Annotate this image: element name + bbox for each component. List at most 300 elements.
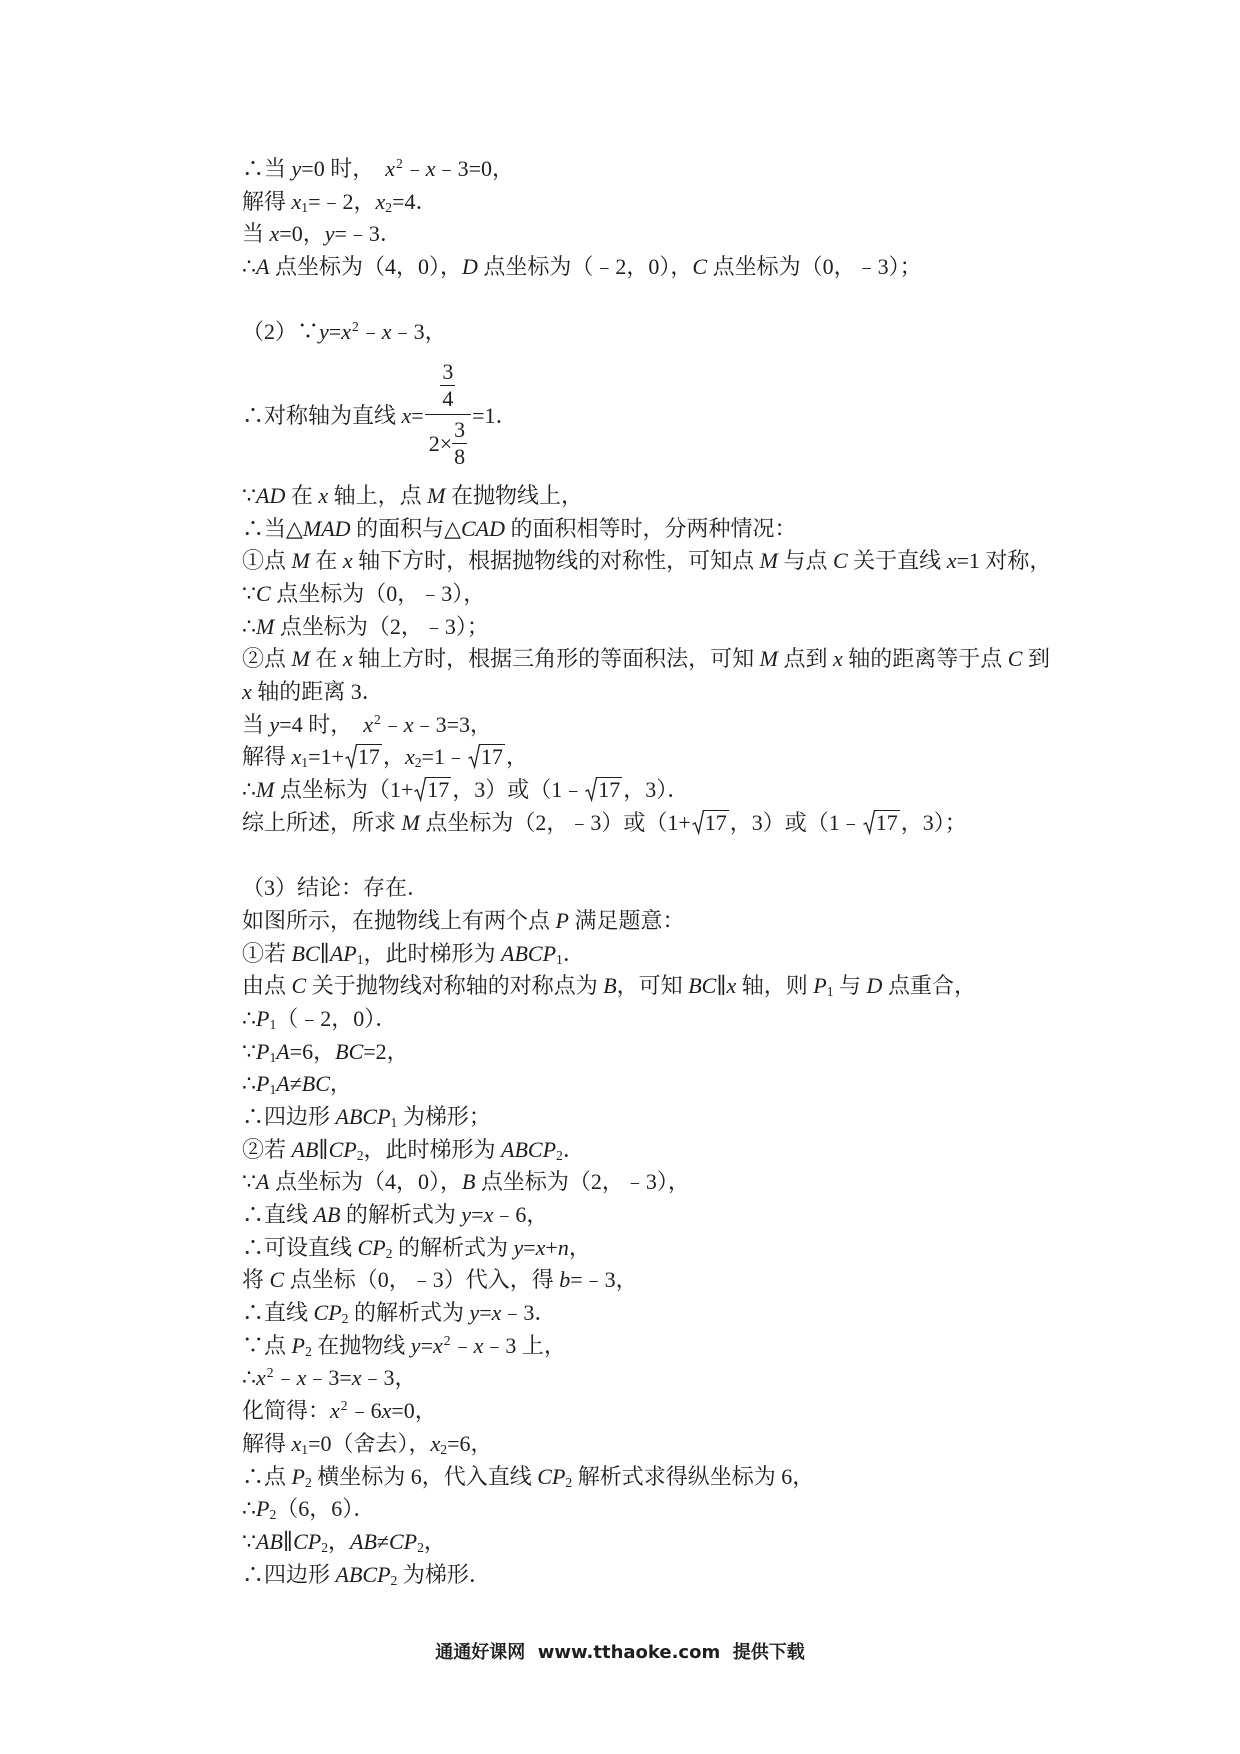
axis-of-symmetry-line — [242, 349, 1182, 480]
radical-sign-icon — [414, 777, 426, 801]
text-run: ≠ — [289, 1071, 302, 1097]
math-variable: AB — [313, 1202, 341, 1228]
text-run: ∥ — [319, 940, 330, 966]
text-run: ﹣3=3， — [413, 711, 492, 737]
text-run: ，3）或（1﹣ — [452, 777, 585, 803]
text-run: 解析式求得纵坐标为 6， — [572, 1463, 815, 1489]
subscript: 2 — [356, 1147, 364, 1163]
text-line — [242, 709, 1182, 742]
text-line — [242, 1493, 1182, 1526]
radical-sign-icon — [692, 810, 704, 834]
text-run: ﹣3， — [361, 1365, 417, 1391]
math-variable: P — [256, 1005, 270, 1031]
text-run: 满足题意： — [568, 907, 685, 933]
text-run: ﹣ — [274, 1365, 297, 1391]
text-run: 在 — [309, 548, 343, 574]
math-variable: x — [291, 1430, 302, 1456]
subscript: 1 — [301, 755, 309, 771]
text-line — [242, 218, 1182, 251]
square-root — [863, 810, 900, 834]
text-run: ∵ — [242, 580, 256, 606]
text-run: =6， — [289, 1038, 336, 1064]
part-2-intro — [242, 316, 1182, 349]
math-variable: y — [291, 156, 302, 181]
text-run: ∴四边形 — [242, 1561, 336, 1587]
text-run: 解得 — [242, 744, 292, 770]
text-run: 点坐标为（0，﹣3）； — [707, 254, 922, 280]
math-variable: B — [603, 973, 617, 999]
square-root — [585, 777, 622, 801]
text-run: =0（舍去）， — [308, 1430, 431, 1456]
math-variable: C — [256, 580, 271, 606]
numerator-fraction — [440, 360, 455, 411]
text-run: ∵ — [242, 482, 256, 508]
math-variable: CP — [293, 1528, 322, 1554]
text-run: 到 — [1022, 646, 1050, 672]
text-run: ∴直线 — [242, 1300, 314, 1326]
text-run: ， — [329, 1071, 352, 1097]
numerator-fraction-bottom: 4 — [442, 386, 454, 412]
text-run: ①若 — [242, 940, 292, 966]
radicand: 17 — [480, 744, 503, 770]
text-run: 轴下方时，根据抛物线的对称性，可知点 — [352, 548, 760, 574]
text-run: ，3）或（1﹣ — [729, 809, 862, 835]
text-run: ． — [562, 1136, 585, 1162]
math-variable: x — [483, 1202, 494, 1228]
math-variable: CP — [357, 1234, 386, 1260]
text-run: ， — [423, 1528, 446, 1554]
text-line — [242, 1330, 1182, 1363]
part-2-section — [242, 316, 1182, 839]
math-variable: x — [535, 1234, 546, 1260]
text-run: 与 — [833, 973, 867, 999]
denominator-fraction — [452, 418, 467, 469]
math-variable: x — [381, 1398, 392, 1424]
text-line — [242, 1395, 1182, 1428]
text-run: ﹣3， — [391, 319, 447, 345]
text-line — [242, 251, 1182, 284]
square-root — [414, 777, 451, 801]
math-variable: P — [291, 1463, 305, 1489]
part-1-section — [242, 153, 1182, 284]
text-run: =4 时， — [279, 711, 364, 737]
text-line — [242, 1134, 1182, 1167]
text-line — [242, 1297, 1182, 1330]
numerator-fraction-top: 3 — [442, 359, 454, 385]
text-run: 当 — [242, 711, 270, 737]
text-run: =0 时， — [301, 156, 386, 181]
text-run: = — [328, 319, 342, 345]
text-run: ∴ — [242, 1496, 256, 1522]
text-run: =0， — [279, 221, 325, 247]
math-variable: C — [692, 254, 708, 280]
math-variable: CP — [313, 1300, 342, 1326]
math-variable: C — [291, 973, 307, 999]
subscript: 2 — [341, 1311, 349, 1327]
text-run: ． — [562, 940, 585, 966]
subscript: 2 — [269, 1507, 277, 1523]
superscript: 2 — [340, 1398, 348, 1413]
text-run: ﹣ — [359, 319, 382, 345]
radicand: 17 — [704, 809, 727, 835]
text-run: = — [523, 1234, 536, 1260]
text-line — [242, 872, 1182, 905]
text-line — [242, 1526, 1182, 1559]
math-variable: x — [242, 679, 252, 705]
text-run: =﹣3． — [334, 221, 402, 247]
text-run: =﹣3， — [570, 1267, 638, 1293]
text-run: 的面积与△ — [350, 515, 461, 541]
math-variable: BC — [291, 940, 320, 966]
text-run: ∥ — [716, 973, 727, 999]
math-variable: y — [319, 319, 329, 345]
math-variable: x — [341, 319, 351, 345]
math-variable: AB — [291, 1136, 319, 1162]
text-line — [242, 480, 1182, 513]
math-variable: M — [759, 646, 778, 672]
text-run: 化简得： — [242, 1398, 331, 1424]
text-run: ， — [568, 1234, 591, 1260]
math-variable: x — [363, 711, 373, 737]
math-variable: M — [427, 482, 446, 508]
math-variable: A — [276, 1038, 290, 1064]
math-variable: y — [324, 221, 335, 247]
text-run: （6，6）． — [276, 1496, 376, 1522]
text-run: 在 — [309, 646, 343, 672]
text-line — [242, 1362, 1182, 1395]
square-root — [345, 744, 382, 768]
subscript: 1 — [556, 951, 563, 967]
superscript: 2 — [351, 319, 359, 335]
math-variable: y — [513, 1234, 524, 1260]
text-run: 当 — [242, 221, 270, 247]
denominator-fraction-bottom: 8 — [454, 444, 466, 470]
math-variable: B — [461, 1169, 476, 1195]
subscript: 2 — [304, 1343, 312, 1359]
text-run: 解得 — [242, 1430, 292, 1456]
subscript: 2 — [321, 1539, 328, 1555]
text-run: ∴点 — [242, 1463, 292, 1489]
text-run: 点坐标为（4，0）， — [269, 1169, 462, 1195]
text-run: = — [411, 403, 424, 429]
text-run: 综上所述，所求 — [242, 809, 402, 835]
math-variable: P — [256, 1038, 270, 1064]
text-run: 解得 — [242, 188, 292, 214]
axis-suffix: =1． — [472, 403, 518, 429]
math-variable: y — [461, 1202, 472, 1228]
text-line — [242, 905, 1182, 938]
text-line — [242, 1264, 1182, 1297]
math-variable: x — [291, 188, 302, 214]
math-variable: y — [269, 711, 280, 737]
text-run: 在 — [285, 482, 319, 508]
radical-sign-icon — [585, 777, 597, 801]
math-variable: MAD — [302, 515, 351, 541]
math-variable: BC — [688, 973, 717, 999]
text-run: 的解析式为 — [348, 1300, 470, 1326]
text-line — [242, 970, 1182, 1003]
text-run: 如图所示，在抛物线上有两个点 — [242, 907, 556, 933]
text-line — [242, 1199, 1182, 1232]
math-variable: x — [403, 711, 414, 737]
subscript: 2 — [385, 199, 393, 215]
text-run: ， — [328, 1528, 351, 1554]
math-variable: x — [375, 188, 386, 214]
text-run: 点坐标为（4，0）， — [269, 254, 462, 280]
axis-prefix — [242, 399, 424, 430]
text-run: ﹣6 — [348, 1398, 382, 1424]
subscript: 2 — [565, 1474, 573, 1490]
text-run: （2）∵ — [242, 319, 320, 345]
text-line — [242, 513, 1182, 546]
text-line — [242, 1036, 1182, 1069]
radicand: 17 — [598, 777, 621, 803]
math-variable: ABCP — [501, 1136, 557, 1162]
text-run: ①点 — [242, 548, 292, 574]
subscript: 2 — [385, 1245, 393, 1261]
radicand: 17 — [427, 777, 450, 803]
subscript: 2 — [414, 755, 422, 771]
text-run: （﹣2，0）． — [276, 1005, 398, 1031]
denominator-factor: 2× — [428, 430, 453, 456]
text-run: 的解析式为 — [340, 1202, 462, 1228]
text-run: ∴四边形 — [242, 1103, 336, 1129]
text-run: ∴ — [242, 1005, 256, 1031]
text-run: 点坐标为（1+ — [274, 777, 414, 803]
text-run: 点坐标为（﹣2，0）， — [477, 254, 693, 280]
text-run: = — [471, 1202, 484, 1228]
part-2-lines — [242, 480, 1182, 840]
fraction-denominator — [425, 415, 471, 469]
text-run: 轴，则 — [736, 973, 814, 999]
subscript: 2 — [390, 1572, 398, 1588]
math-variable: x — [425, 156, 436, 181]
math-variable: A — [256, 1169, 270, 1195]
text-run: ∥ — [318, 1136, 329, 1162]
text-line — [242, 1461, 1182, 1494]
math-variable: x — [342, 646, 353, 672]
text-run: 轴的距离等于点 — [842, 646, 1008, 672]
text-run: 轴的距离 3． — [251, 679, 384, 705]
math-variable: CP — [537, 1463, 566, 1489]
subscript: 1 — [390, 1114, 398, 1130]
text-run: =6， — [447, 1430, 493, 1456]
text-run: ∵ — [242, 1528, 256, 1554]
text-run: 与点 — [777, 548, 833, 574]
math-variable: CAD — [461, 515, 505, 541]
math-variable: x — [342, 548, 353, 574]
text-run: ﹣ — [403, 156, 426, 181]
math-variable: x — [832, 646, 843, 672]
fraction-numerator — [425, 360, 471, 415]
radical-sign-icon — [468, 744, 480, 768]
math-variable: x — [269, 221, 280, 247]
text-run: ≠ — [376, 1528, 389, 1554]
subscript: 2 — [417, 1539, 424, 1555]
text-run: ∴直线 — [242, 1202, 314, 1228]
text-run: 轴上，点 — [328, 482, 428, 508]
axis-fraction — [425, 360, 471, 469]
text-run: =1+ — [308, 744, 344, 770]
text-run: 为梯形． — [397, 1561, 491, 1587]
text-run: =2， — [363, 1038, 409, 1064]
superscript: 2 — [443, 1332, 451, 1348]
math-variable: BC — [335, 1038, 364, 1064]
subscript: 1 — [301, 199, 309, 215]
subscript: 2 — [440, 1441, 448, 1457]
text-line — [242, 578, 1182, 611]
math-variable: ABCP — [335, 1103, 391, 1129]
text-run: 为梯形； — [397, 1103, 491, 1129]
text-run: ，3）； — [900, 809, 967, 835]
text-line — [242, 545, 1182, 578]
math-variable: x — [385, 156, 395, 181]
footer-credit: 通通好课网 www.tthaoke.com 提供下载 — [435, 1642, 805, 1663]
math-variable: P — [555, 907, 569, 933]
subscript: 1 — [301, 1441, 309, 1457]
text-line — [242, 1559, 1182, 1592]
math-variable: CP — [388, 1528, 418, 1554]
text-run: ﹣3= — [306, 1365, 352, 1391]
math-variable: P — [256, 1496, 270, 1522]
subscript: 1 — [826, 984, 834, 1000]
text-run: 关于直线 — [847, 548, 947, 574]
math-variable: AD — [256, 482, 286, 508]
text-line — [242, 1101, 1182, 1134]
math-variable: M — [291, 646, 310, 672]
math-variable: P — [256, 1071, 270, 1097]
text-line — [242, 1232, 1182, 1265]
math-variable: CP — [328, 1136, 357, 1162]
square-root — [468, 744, 505, 768]
text-run: ∴当△ — [242, 515, 303, 541]
text-run: （3）结论：存在． — [242, 875, 430, 901]
math-variable: y — [469, 1300, 480, 1326]
text-run: ∵点 — [242, 1332, 292, 1358]
text-run: ∴ — [242, 613, 256, 639]
subscript: 1 — [269, 1016, 277, 1032]
text-run: 点重合， — [882, 973, 976, 999]
text-run: ∴当 — [242, 156, 292, 181]
text-run: 轴上方时，根据三角形的等面积法，可知 — [352, 646, 760, 672]
text-run: 在抛物线上， — [445, 482, 583, 508]
math-variable: AB — [256, 1528, 283, 1554]
subscript: 1 — [356, 951, 364, 967]
text-run: ﹣ — [451, 1332, 474, 1358]
superscript: 2 — [373, 711, 381, 727]
math-variable: P — [291, 1332, 305, 1358]
text-run: ②若 — [242, 1136, 292, 1162]
text-run: =﹣2， — [308, 188, 376, 214]
math-variable: C — [269, 1267, 285, 1293]
text-run: 点坐标（0，﹣3）代入，得 — [284, 1267, 560, 1293]
math-variable: x — [432, 1332, 443, 1358]
math-variable: AP — [329, 940, 357, 966]
text-line — [242, 1003, 1182, 1036]
math-variable: b — [559, 1267, 571, 1293]
text-run: ∴ — [242, 254, 256, 280]
subscript: 2 — [556, 1147, 563, 1163]
text-run: ，可知 — [616, 973, 689, 999]
math-variable: A — [276, 1071, 290, 1097]
text-run: ∵ — [242, 1169, 256, 1195]
radicand: 17 — [875, 809, 898, 835]
text-line — [242, 316, 1182, 349]
text-run: 点到 — [777, 646, 833, 672]
math-variable: x — [256, 1365, 266, 1391]
text-run: ，3）． — [623, 777, 690, 803]
math-variable: C — [1007, 646, 1023, 672]
text-run: =0， — [391, 1398, 437, 1424]
text-run: ，此时梯形为 — [363, 1136, 502, 1162]
math-variable: x — [291, 744, 302, 770]
text-run: ﹣3 上， — [483, 1332, 566, 1358]
text-run: 点坐标为（2，﹣3）或（1+ — [419, 809, 691, 835]
text-run: 的面积相等时，分两种情况： — [505, 515, 797, 541]
math-variable: x — [491, 1300, 502, 1326]
subscript: 1 — [269, 1082, 277, 1098]
text-run: ﹣3=0， — [435, 156, 514, 181]
text-run: 关于抛物线对称轴的对称点为 — [306, 973, 604, 999]
math-variable: D — [866, 973, 883, 999]
text-run: ∴对称轴为直线 — [242, 403, 402, 429]
math-variable: A — [256, 254, 270, 280]
text-line — [242, 807, 1182, 840]
math-variable: M — [256, 613, 275, 639]
text-run: ∴可设直线 — [242, 1234, 358, 1260]
text-line — [242, 741, 1182, 774]
text-line — [242, 774, 1182, 807]
text-run: ∴ — [242, 1071, 256, 1097]
math-variable: x — [946, 548, 957, 574]
math-variable: AB — [350, 1528, 377, 1554]
text-line — [242, 643, 1182, 676]
text-run: ∴ — [242, 777, 256, 803]
text-run: =4． — [392, 188, 438, 214]
math-variable: BC — [301, 1071, 330, 1097]
text-run: =1 对称， — [956, 548, 1052, 574]
subscript: 2 — [304, 1474, 312, 1490]
text-run: ②点 — [242, 646, 292, 672]
square-root — [692, 810, 729, 834]
math-variable: C — [832, 548, 848, 574]
text-run: 点坐标为（0，﹣3）， — [270, 580, 486, 606]
text-run: 点坐标为（2，﹣3）， — [475, 1169, 690, 1195]
math-variable: x — [401, 403, 412, 429]
text-line — [242, 1068, 1182, 1101]
denominator-fraction-top: 3 — [454, 417, 466, 443]
math-variable: n — [557, 1234, 569, 1260]
text-run: ﹣ — [381, 711, 404, 737]
text-run: ∥ — [282, 1528, 294, 1554]
math-variable: D — [461, 254, 478, 280]
math-variable: x — [351, 1365, 362, 1391]
math-variable: x — [430, 1430, 441, 1456]
text-line — [242, 1166, 1182, 1199]
text-run: 横坐标为 6，代入直线 — [311, 1463, 538, 1489]
text-run: ﹣3． — [501, 1300, 557, 1326]
text-run: ∴ — [242, 1365, 256, 1391]
math-variable: M — [256, 777, 275, 803]
text-run: = — [479, 1300, 492, 1326]
text-run: =1﹣ — [421, 744, 467, 770]
text-line — [242, 1428, 1182, 1461]
math-variable: x — [726, 973, 737, 999]
text-run: = — [420, 1332, 433, 1358]
text-line — [242, 676, 1182, 709]
solution-body — [242, 153, 1182, 1591]
text-run: 由点 — [242, 973, 292, 999]
